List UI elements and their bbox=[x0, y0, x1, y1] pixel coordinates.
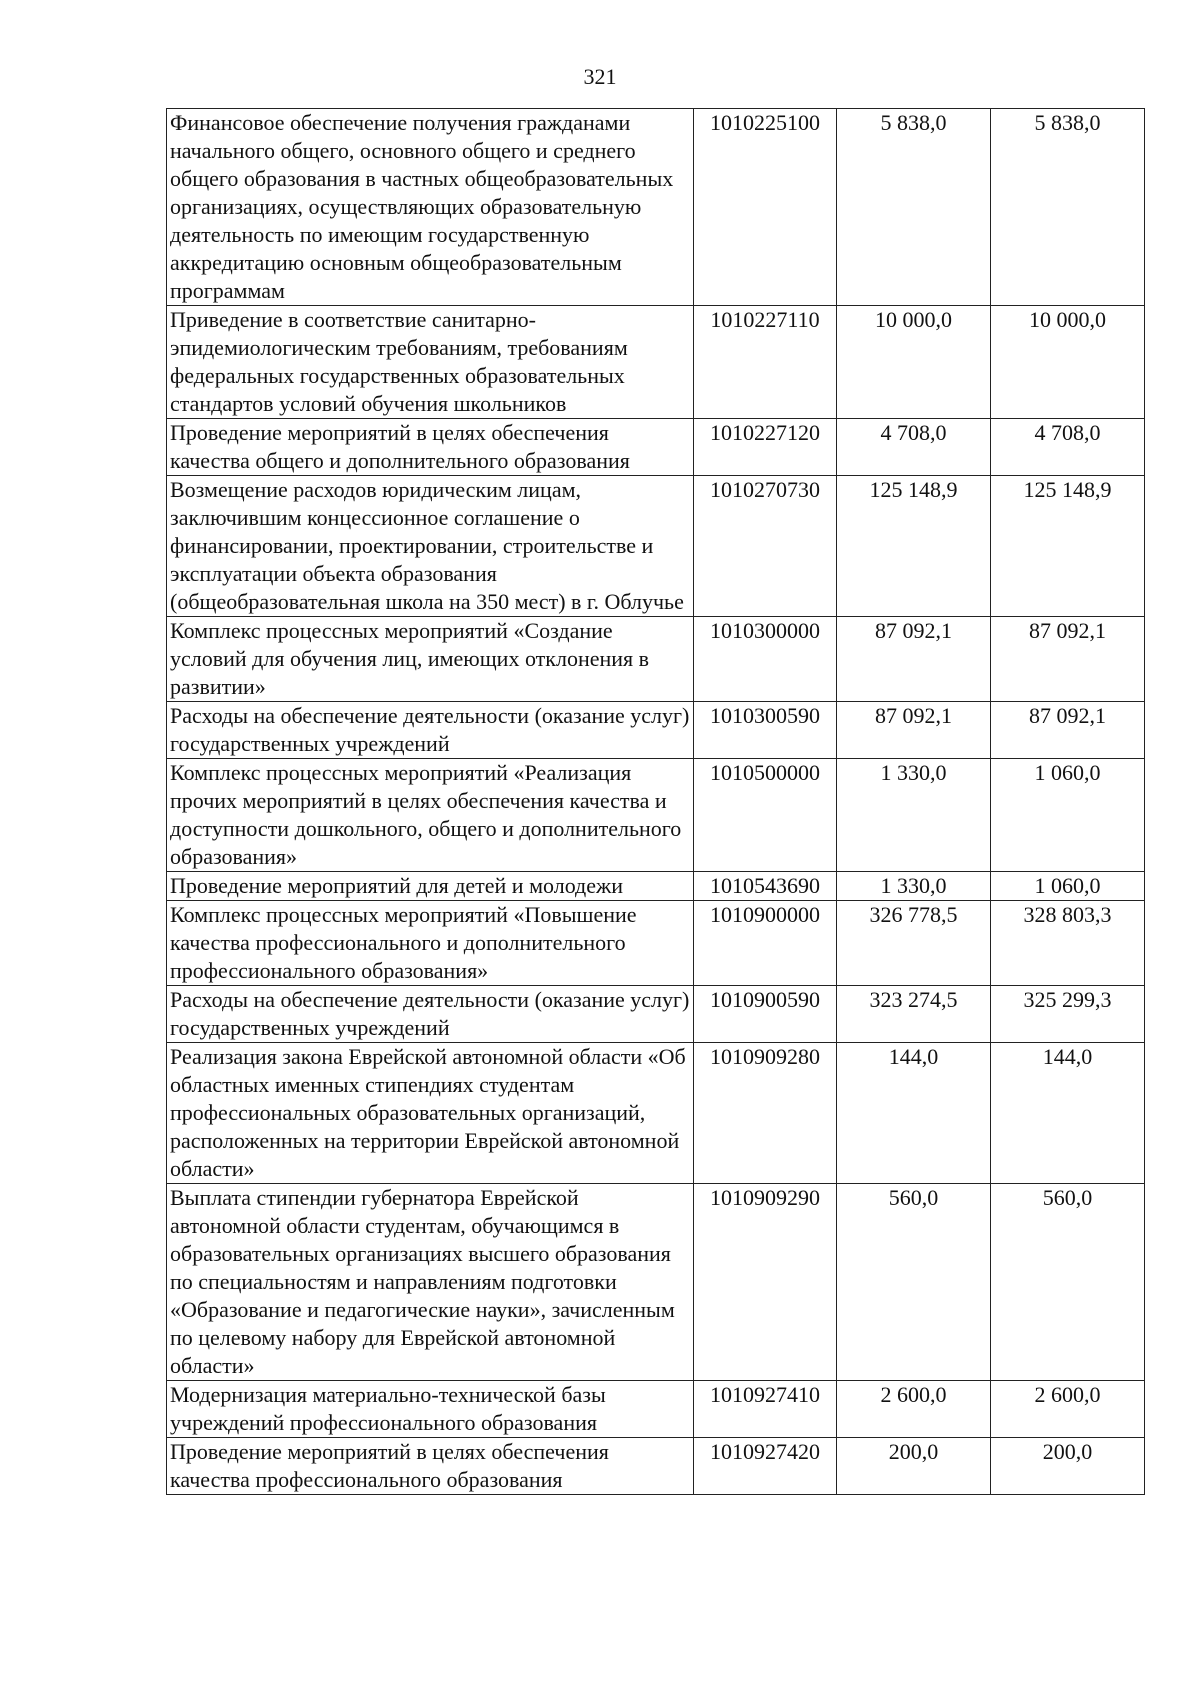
row-name: Проведение мероприятий в целях обеспечения качества профессионального образования bbox=[167, 1438, 694, 1495]
row-value-2: 144,0 bbox=[991, 1043, 1145, 1184]
table-row bbox=[167, 901, 1145, 986]
row-value-2: 1 060,0 bbox=[991, 872, 1145, 901]
row-value-1: 560,0 bbox=[837, 1184, 991, 1381]
row-name: Проведение мероприятий в целях обеспечения качества общего и дополнительного образования bbox=[167, 419, 694, 476]
row-value-1: 10 000,0 bbox=[837, 306, 991, 419]
row-value-2: 560,0 bbox=[991, 1184, 1145, 1381]
budget-table bbox=[166, 108, 1145, 1495]
row-value-1: 2 600,0 bbox=[837, 1381, 991, 1438]
row-code: 1010227110 bbox=[694, 306, 837, 419]
row-code: 1010225100 bbox=[694, 109, 837, 306]
table-row bbox=[167, 617, 1145, 702]
row-value-2: 87 092,1 bbox=[991, 617, 1145, 702]
row-name: Проведение мероприятий для детей и молодежи bbox=[167, 872, 694, 901]
table-row bbox=[167, 1184, 1145, 1381]
row-value-1: 200,0 bbox=[837, 1438, 991, 1495]
table-row bbox=[167, 419, 1145, 476]
row-value-2: 328 803,3 bbox=[991, 901, 1145, 986]
row-name: Возмещение расходов юридическим лицам, заключившим концессионное соглашение о финансировании, проектировании, строительстве и эксплуатации объекта образования (общеобразовательная школа на 350 мест) в г. Облучье bbox=[167, 476, 694, 617]
table-row bbox=[167, 872, 1145, 901]
row-code: 1010227120 bbox=[694, 419, 837, 476]
row-name: Комплекс процессных мероприятий «Создание условий для обучения лиц, имеющих отклонения в развитии» bbox=[167, 617, 694, 702]
row-code: 1010543690 bbox=[694, 872, 837, 901]
table-row bbox=[167, 109, 1145, 306]
row-code: 1010927410 bbox=[694, 1381, 837, 1438]
table-row bbox=[167, 476, 1145, 617]
row-name: Приведение в соответствие санитарно-эпидемиологическим требованиям, требованиям федеральных государственных образовательных стандартов условий обучения школьников bbox=[167, 306, 694, 419]
row-code: 1010300590 bbox=[694, 702, 837, 759]
row-name: Выплата стипендии губернатора Еврейской автономной области студентам, обучающимся в образовательных организациях высшего образования по специальностям и направлениям подготовки «Образование и педагогические науки», зачисленным по целевому набору для Еврейской автономной области» bbox=[167, 1184, 694, 1381]
row-value-1: 87 092,1 bbox=[837, 702, 991, 759]
table-row bbox=[167, 759, 1145, 872]
table-row bbox=[167, 986, 1145, 1043]
row-code: 1010909290 bbox=[694, 1184, 837, 1381]
row-code: 1010500000 bbox=[694, 759, 837, 872]
row-name: Модернизация материально-технической базы учреждений профессионального образования bbox=[167, 1381, 694, 1438]
row-code: 1010909280 bbox=[694, 1043, 837, 1184]
row-value-1: 1 330,0 bbox=[837, 872, 991, 901]
row-value-2: 87 092,1 bbox=[991, 702, 1145, 759]
row-value-1: 4 708,0 bbox=[837, 419, 991, 476]
table-row bbox=[167, 702, 1145, 759]
page-number: 321 bbox=[583, 64, 617, 89]
row-code: 1010927420 bbox=[694, 1438, 837, 1495]
row-name: Расходы на обеспечение деятельности (оказание услуг) государственных учреждений bbox=[167, 702, 694, 759]
row-name: Комплекс процессных мероприятий «Реализация прочих мероприятий в целях обеспечения качества и доступности дошкольного, общего и дополнительного образования» bbox=[167, 759, 694, 872]
row-value-2: 10 000,0 bbox=[991, 306, 1145, 419]
row-name: Финансовое обеспечение получения гражданами начального общего, основного общего и среднего общего образования в частных общеобразовательных организациях, осуществляющих образовательную деятельность по имеющим государственную аккредитацию основным общеобразовательным программам bbox=[167, 109, 694, 306]
table-row bbox=[167, 1438, 1145, 1495]
row-value-2: 325 299,3 bbox=[991, 986, 1145, 1043]
row-name: Реализация закона Еврейской автономной области «Об областных именных стипендиях студентам профессиональных образовательных организаций, расположенных на территории Еврейской автономной области» bbox=[167, 1043, 694, 1184]
row-value-2: 2 600,0 bbox=[991, 1381, 1145, 1438]
row-code: 1010270730 bbox=[694, 476, 837, 617]
row-value-2: 200,0 bbox=[991, 1438, 1145, 1495]
table-row bbox=[167, 306, 1145, 419]
row-value-1: 5 838,0 bbox=[837, 109, 991, 306]
row-code: 1010300000 bbox=[694, 617, 837, 702]
row-name: Расходы на обеспечение деятельности (оказание услуг) государственных учреждений bbox=[167, 986, 694, 1043]
table-row bbox=[167, 1043, 1145, 1184]
budget-table-body bbox=[167, 109, 1145, 1495]
row-name: Комплекс процессных мероприятий «Повышение качества профессионального и дополнительного профессионального образования» bbox=[167, 901, 694, 986]
row-value-2: 5 838,0 bbox=[991, 109, 1145, 306]
table-row bbox=[167, 1381, 1145, 1438]
row-value-1: 144,0 bbox=[837, 1043, 991, 1184]
row-value-2: 1 060,0 bbox=[991, 759, 1145, 872]
row-code: 1010900590 bbox=[694, 986, 837, 1043]
row-value-2: 125 148,9 bbox=[991, 476, 1145, 617]
row-value-2: 4 708,0 bbox=[991, 419, 1145, 476]
row-value-1: 323 274,5 bbox=[837, 986, 991, 1043]
row-value-1: 87 092,1 bbox=[837, 617, 991, 702]
row-value-1: 125 148,9 bbox=[837, 476, 991, 617]
row-value-1: 326 778,5 bbox=[837, 901, 991, 986]
row-code: 1010900000 bbox=[694, 901, 837, 986]
row-value-1: 1 330,0 bbox=[837, 759, 991, 872]
